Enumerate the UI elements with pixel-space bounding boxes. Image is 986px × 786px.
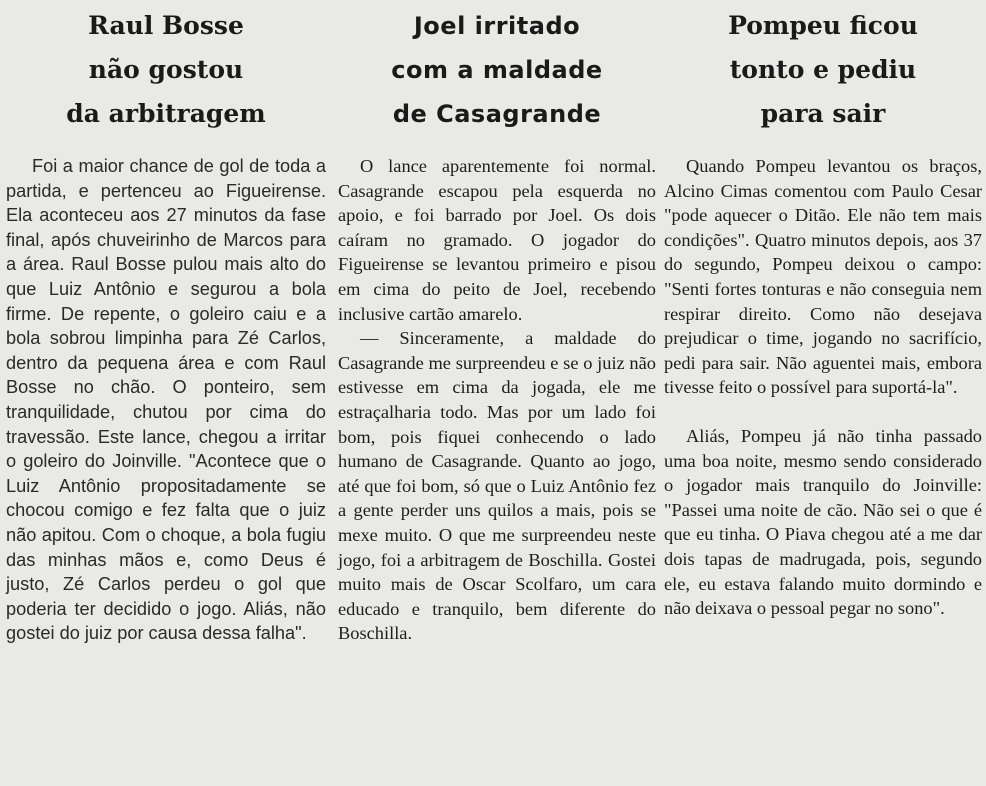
print-fade: [6, 646, 326, 786]
headline-line: com a maldade: [391, 56, 603, 84]
article-body: [338, 154, 656, 646]
article-joel-irritado: [326, 0, 656, 786]
headline-line: Raul Bosse: [88, 11, 244, 40]
paragraph: Quando Pompeu levantou os braços, Alcino Cimas comentou com Paulo Cesar "pode aquecer o Ditão. Ele não tem mais condições". Quatro minutos depois, aos 37 do segundo, Pompeu deixou o campo: "Senti fortes tonturas e não conseguia nem respirar direito. Como não desejava prejudicar o time, jogando no sacrifício, pedi para sair. Não aguentei mais, embora tivesse feito o possível para suportá-la".: [664, 156, 982, 398]
article-body: [6, 154, 326, 646]
article-raul-bosse: [6, 0, 326, 786]
headline-line: Pompeu ficou: [728, 11, 918, 40]
article-pompeu: [656, 0, 982, 786]
headline-joel-irritado: [338, 4, 656, 140]
headline-line: tonto e pediu: [729, 55, 917, 84]
paragraph: — Sinceramente, a maldade do Casagrande me surpreendeu e se o juiz não estivesse em cima da jogada, ele me estraçalharia todo. Mas por um lado foi bom, pois fiquei conhecendo o lado humano de Casagrande. Quanto ao jogo, até que foi bom, só que o Luiz Antônio fez a gente perder uns quilos a mais, pois se mexe muito. O que me surpreendeu neste jogo, foi a arbitragem de Boschilla. Gostei muito mais de Oscar Scolfaro, um cara educado e tranquilo, bem diferente do Boschilla.: [338, 328, 656, 644]
headline-line: não gostou: [88, 55, 244, 84]
paragraph: Foi a maior chance de gol de toda a partida, e pertenceu ao Figueirense. Ela aconteceu aos 27 minutos da fase final, após chuveirinho de Marcos para a área. Raul Bosse pulou mais alto do que Luiz Antônio e segurou a bola firme. De repente, o goleiro caiu e a bola sobrou limpinha para Zé Carlos, dentro da pequena área e com Raul Bosse no chão. O ponteiro, sem tranquilidade, chutou por cima do travessão. Este lance, chegou a irritar o goleiro do Joinville. "Acontece que o Luiz Antônio propositadamente se chocou comigo e fez falta que o juiz não apitou. Com o choque, a bola fugiu das minhas mãos e, como Deus é justo, Zé Carlos perdeu o gol que poderia ter decidido o jogo. Aliás, não gostei do juiz por causa dessa falha".: [6, 156, 326, 644]
paragraph: O lance aparentemente foi normal. Casagrande escapou pela esquerda no apoio, e foi barrado por Joel. Os dois caíram no gramado. O jogador do Figueirense se levantou primeiro e pisou em cima do peito de Joel, recebendo inclusive cartão amarelo.: [338, 156, 656, 324]
headline-raul-bosse: [6, 4, 326, 140]
headline-line: da arbitragem: [66, 99, 266, 128]
article-body: [664, 154, 982, 621]
paragraph: Aliás, Pompeu já não tinha passado uma boa noite, mesmo sendo considerado o jogador mais tranquilo do Joinville: "Passei uma noite de cão. Não sei o que é que eu tinha. O Piava chegou até a me dar dois tapas de madrugada, pois, segundo ele, eu estava falando muito dormindo e não deixava o pessoal pegar no sono".: [664, 425, 982, 619]
headline-line: Joel irritado: [413, 12, 581, 40]
headline-line: para sair: [760, 99, 886, 128]
headline-line: de Casagrande: [392, 100, 602, 128]
headline-pompeu: [664, 4, 982, 140]
